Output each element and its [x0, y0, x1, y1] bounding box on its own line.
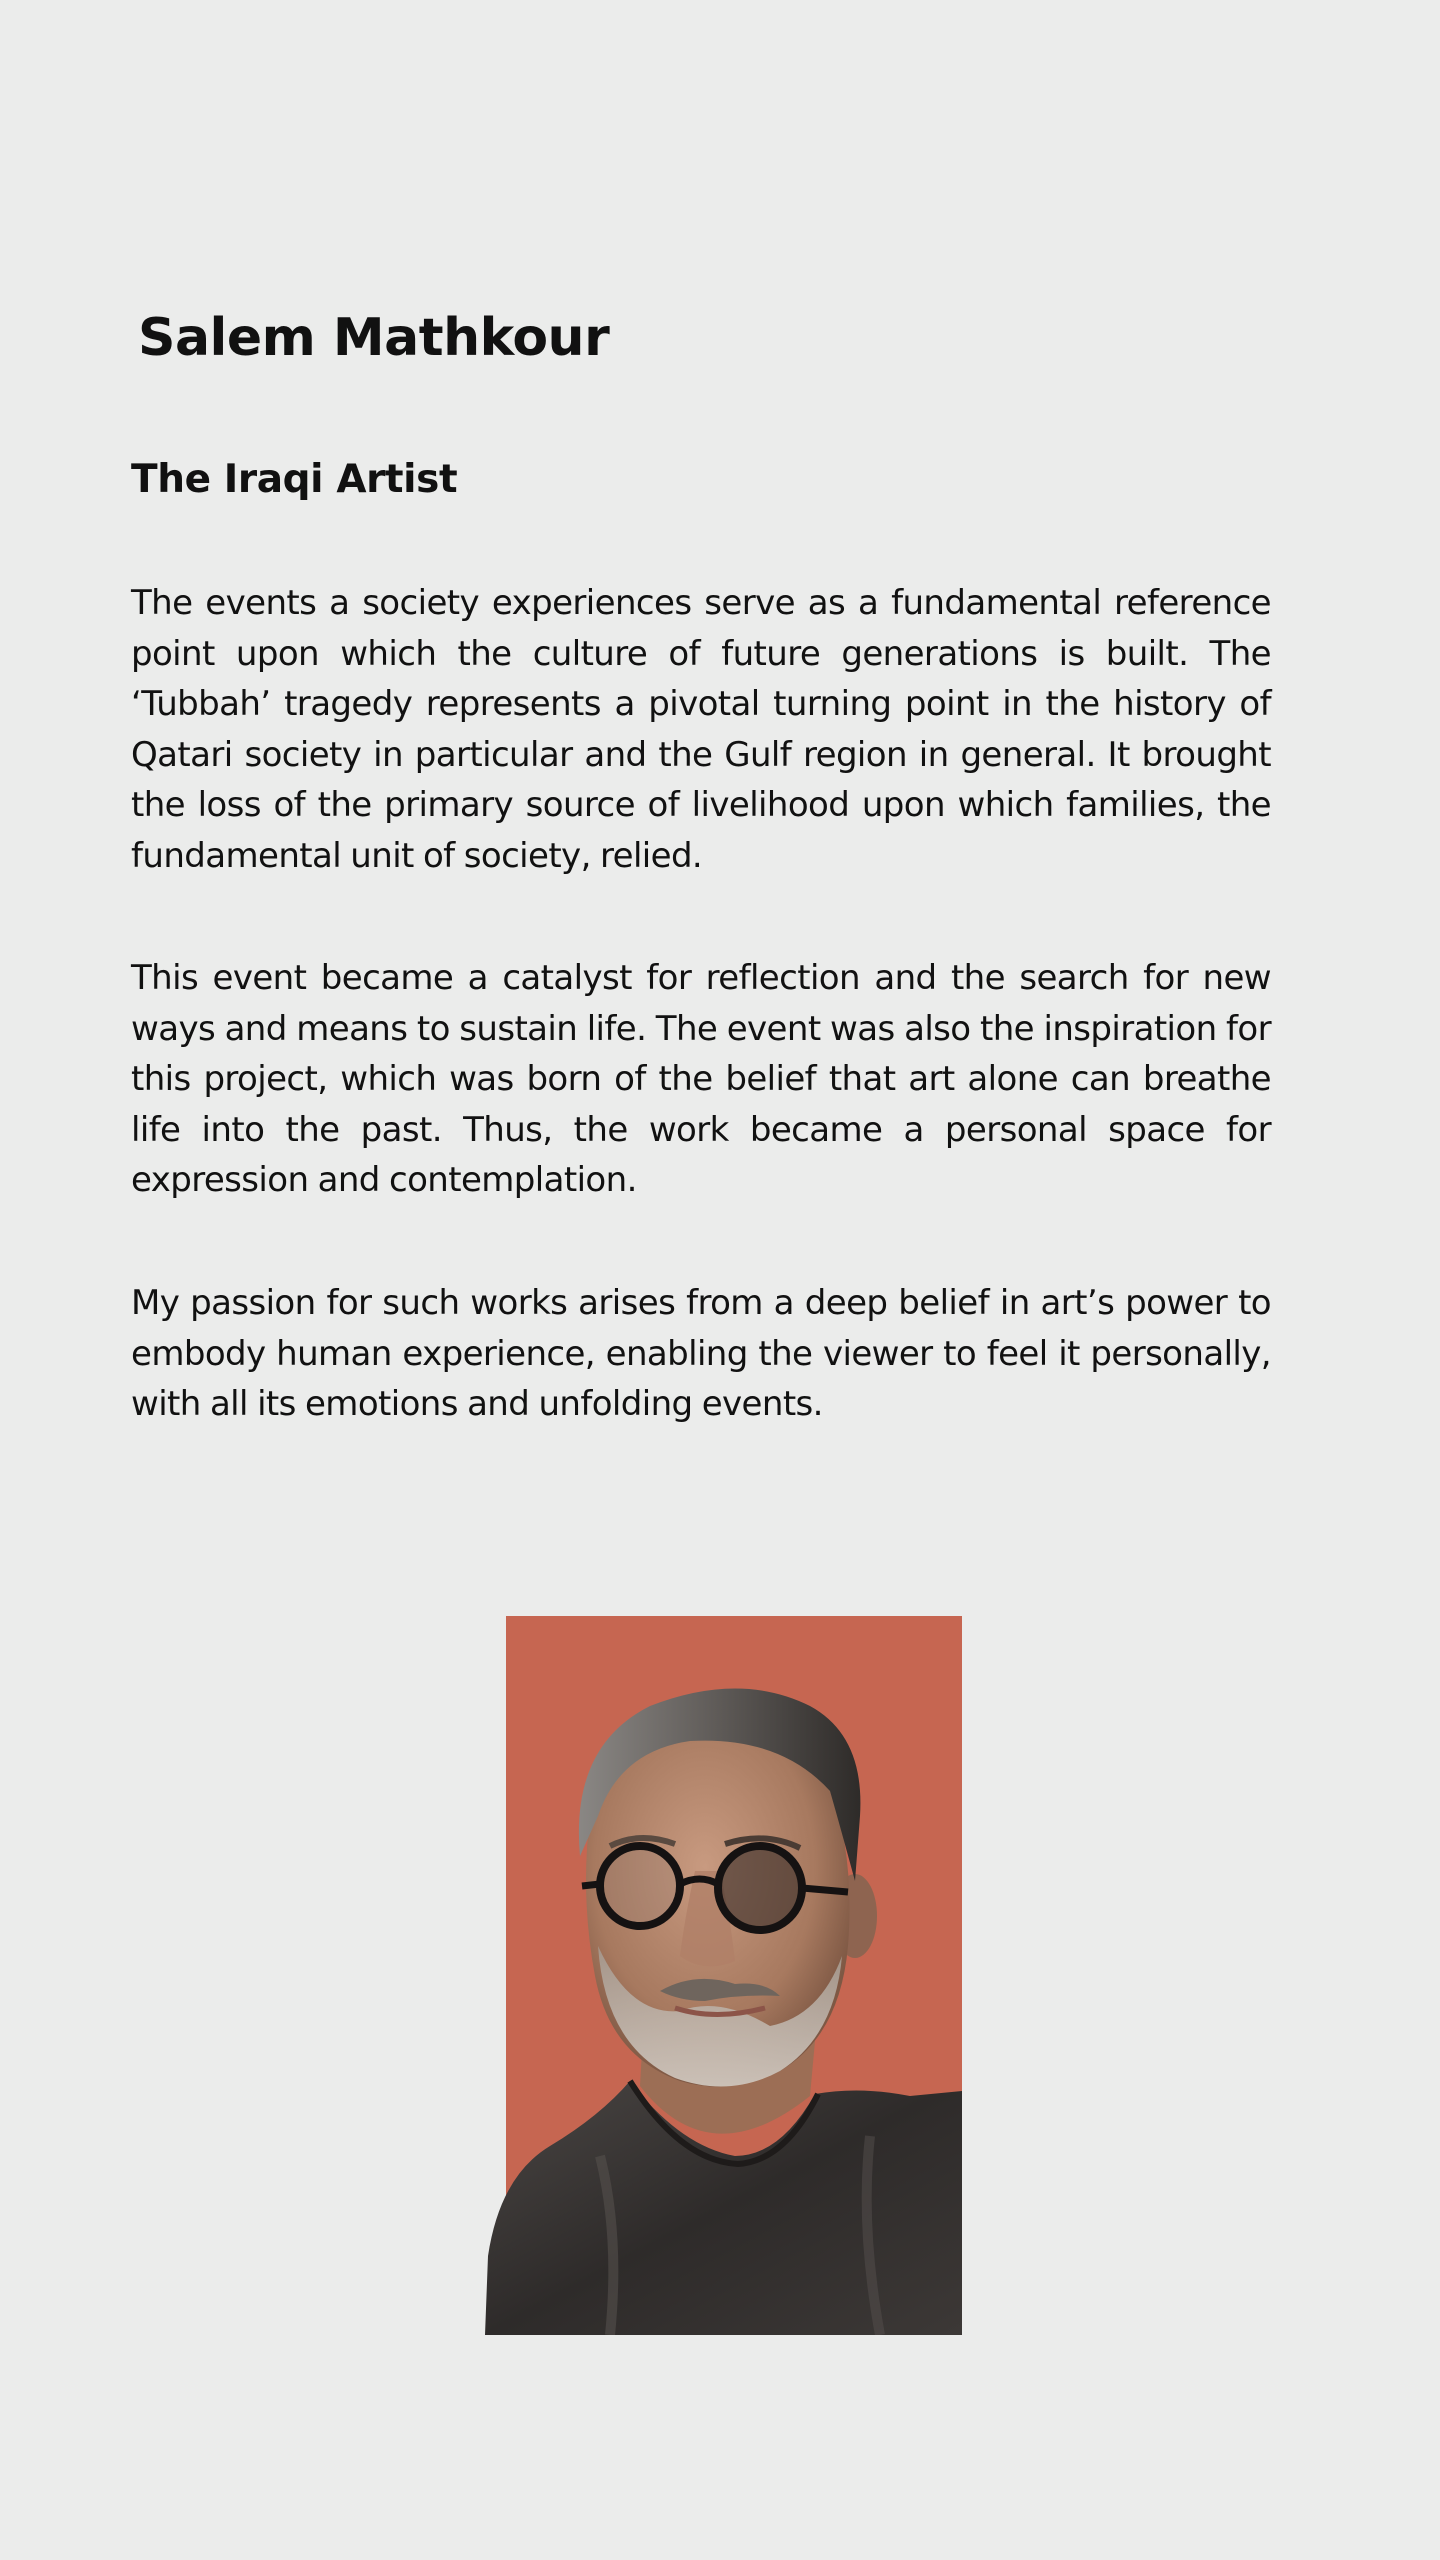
page-title: Salem Mathkour — [138, 308, 610, 368]
bio-paragraph-2: This event became a catalyst for reflection and the search for new ways and means to sustain life. The event was also the inspiration for this project, which was born of the belief that art alone can breathe life into the past. Thus, the work became a personal space for expression and contemplation. — [131, 958, 1271, 1201]
bio-paragraph-1: The events a society experiences serve as a fundamental reference point upon which the culture of future generations is built. The ‘Tubbah’ tragedy represents a pivotal turning point in the history of Qatari society in particular and the Gulf region in general. It brought the loss of the primary source of livelihood upon which families, the fundamental unit of society, relied. — [131, 583, 1271, 876]
bio-paragraph-3: My passion for such works arises from a deep belief in art’s power to embody human experience, enabling the viewer to feel it personally, with all its emotions and unfolding events. — [131, 1283, 1271, 1425]
artist-portrait — [480, 1616, 962, 2335]
page-subtitle: The Iraqi Artist — [131, 457, 458, 502]
